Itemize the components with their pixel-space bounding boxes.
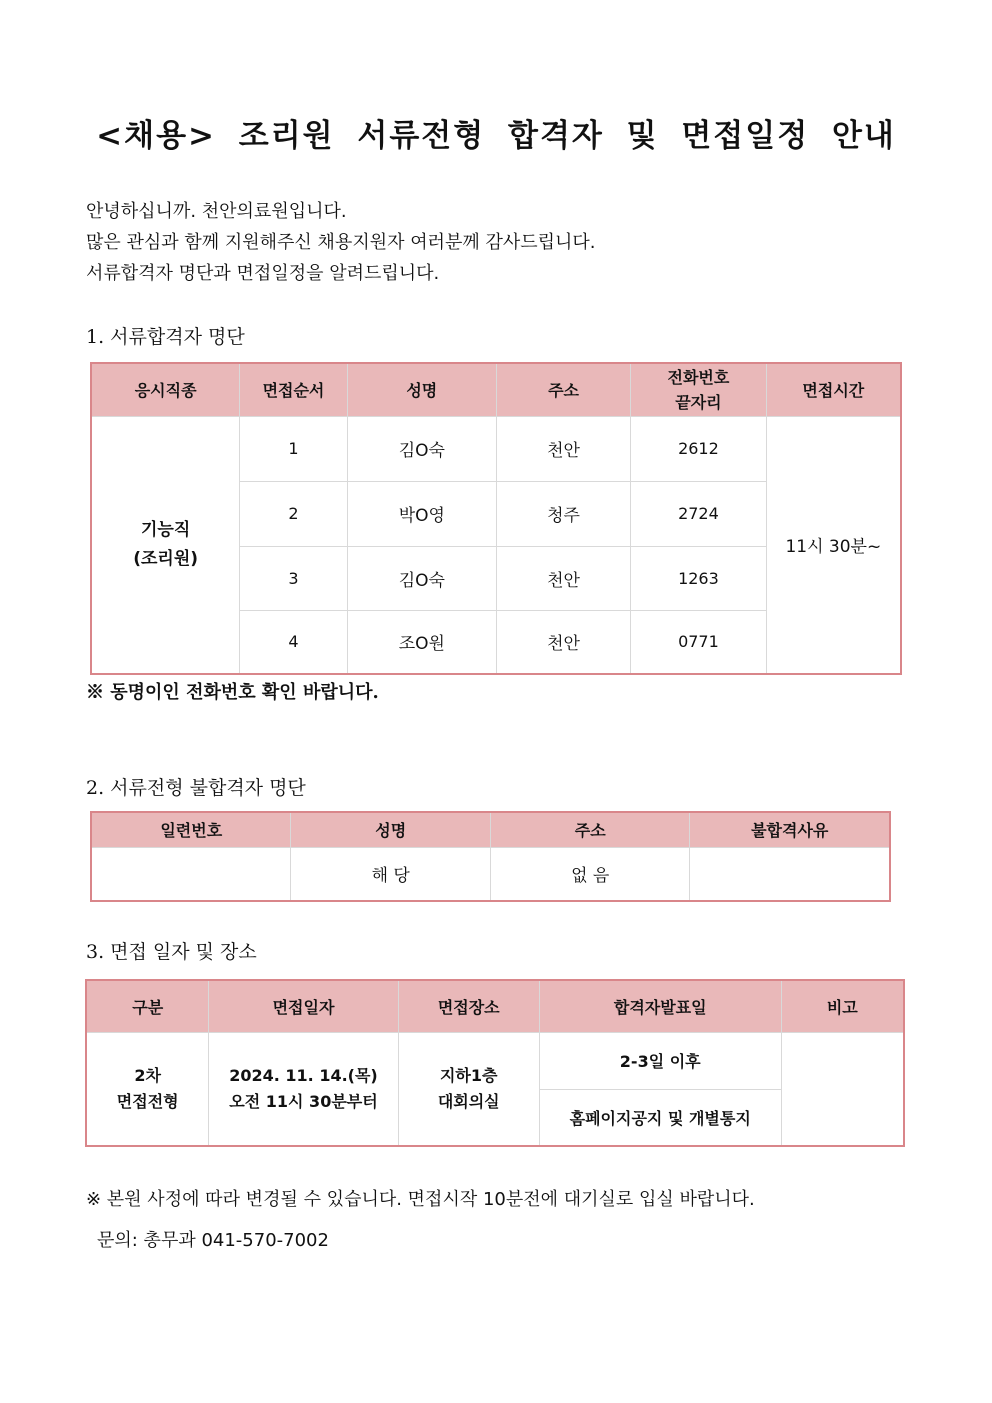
name-cell: 김O숙 [347, 416, 496, 481]
place-line: 대회의실 [437, 1091, 500, 1111]
section2-heading: 2. 서류전형 불합격자 명단 [86, 777, 306, 799]
intro-line: 서류합격자 명단과 면접일정을 알려드립니다. [86, 263, 440, 284]
address-cell: 천안 [496, 546, 630, 610]
phone-cell: 0771 [631, 610, 766, 674]
page-title: <채용> 조리원 서류전형 합격자 및 면접일정 안내 [96, 118, 896, 154]
name-cell: 박O영 [347, 481, 496, 546]
address-cell: 천안 [496, 610, 630, 674]
reason-cell [690, 847, 890, 901]
footer-note: ※ 본원 사정에 따라 변경될 수 있습니다. 면접시작 10분전에 대기실로 입실 바랍니다. [86, 1189, 755, 1210]
address-cell: 없 음 [490, 847, 690, 901]
col-header-phone [631, 363, 766, 416]
announce-date-cell: 2-3일 이후 [539, 1032, 781, 1089]
order-cell: 4 [240, 610, 347, 674]
phone-cell: 2612 [631, 416, 766, 481]
place-cell [398, 1032, 539, 1146]
passed-applicants-table [90, 362, 902, 675]
job-line: 기능직 [140, 519, 191, 540]
col-header-name: 성명 [291, 812, 491, 847]
category-line: 면접전형 [116, 1091, 179, 1111]
table-row [86, 1032, 904, 1089]
col-header-address: 주소 [490, 812, 690, 847]
col-header-address: 주소 [496, 363, 630, 416]
date-line: 오전 11시 30분부터 [229, 1091, 378, 1111]
table-row [91, 847, 890, 901]
announce-method-cell: 홈페이지공지 및 개별통지 [539, 1089, 781, 1146]
contact-info: 문의: 총무과 041-570-7002 [97, 1230, 329, 1251]
col-header-remark: 비고 [781, 980, 904, 1032]
intro-line: 안녕하십니까. 천안의료원입니다. [86, 201, 347, 222]
date-cell [209, 1032, 398, 1146]
address-cell: 천안 [496, 416, 630, 481]
col-header-serial: 일련번호 [91, 812, 291, 847]
place-line: 지하1층 [439, 1065, 498, 1085]
address-cell: 청주 [496, 481, 630, 546]
name-cell: 조O원 [347, 610, 496, 674]
job-cell [91, 416, 240, 674]
category-cell [86, 1032, 209, 1146]
name-cell: 해 당 [291, 847, 491, 901]
interview-schedule-table [85, 979, 905, 1147]
col-header-category: 구분 [86, 980, 209, 1032]
col-header-place: 면접장소 [398, 980, 539, 1032]
phone-cell: 1263 [631, 546, 766, 610]
col-header-reason: 불합격사유 [690, 812, 890, 847]
phone-cell: 2724 [631, 481, 766, 546]
job-line: (조리원) [133, 548, 199, 569]
remark-cell [781, 1032, 904, 1146]
failed-applicants-table [90, 811, 891, 902]
col-header-order: 면접순서 [240, 363, 347, 416]
col-header-announce: 합격자발표일 [539, 980, 781, 1032]
col-header-time: 면접시간 [766, 363, 901, 416]
same-name-note: ※ 동명이인 전화번호 확인 바랍니다. [86, 682, 379, 703]
col-header-date: 면접일자 [209, 980, 398, 1032]
col-header-phone-line2: 끝자리 [675, 392, 722, 412]
section3-heading: 3. 면접 일자 및 장소 [86, 941, 257, 963]
order-cell: 2 [240, 481, 347, 546]
col-header-name: 성명 [347, 363, 496, 416]
date-line: 2024. 11. 14.(목) [229, 1065, 378, 1085]
col-header-phone-line1: 전화번호 [667, 367, 730, 387]
intro-text [86, 196, 596, 289]
intro-line: 많은 관심과 함께 지원해주신 채용지원자 여러분께 감사드립니다. [86, 232, 596, 253]
name-cell: 김O숙 [347, 546, 496, 610]
section1-heading: 1. 서류합격자 명단 [86, 326, 245, 348]
time-cell: 11시 30분~ [766, 416, 901, 674]
col-header-job: 응시직종 [91, 363, 240, 416]
serial-cell [91, 847, 291, 901]
category-line: 2차 [134, 1065, 161, 1085]
order-cell: 1 [240, 416, 347, 481]
order-cell: 3 [240, 546, 347, 610]
table-row [91, 416, 901, 481]
